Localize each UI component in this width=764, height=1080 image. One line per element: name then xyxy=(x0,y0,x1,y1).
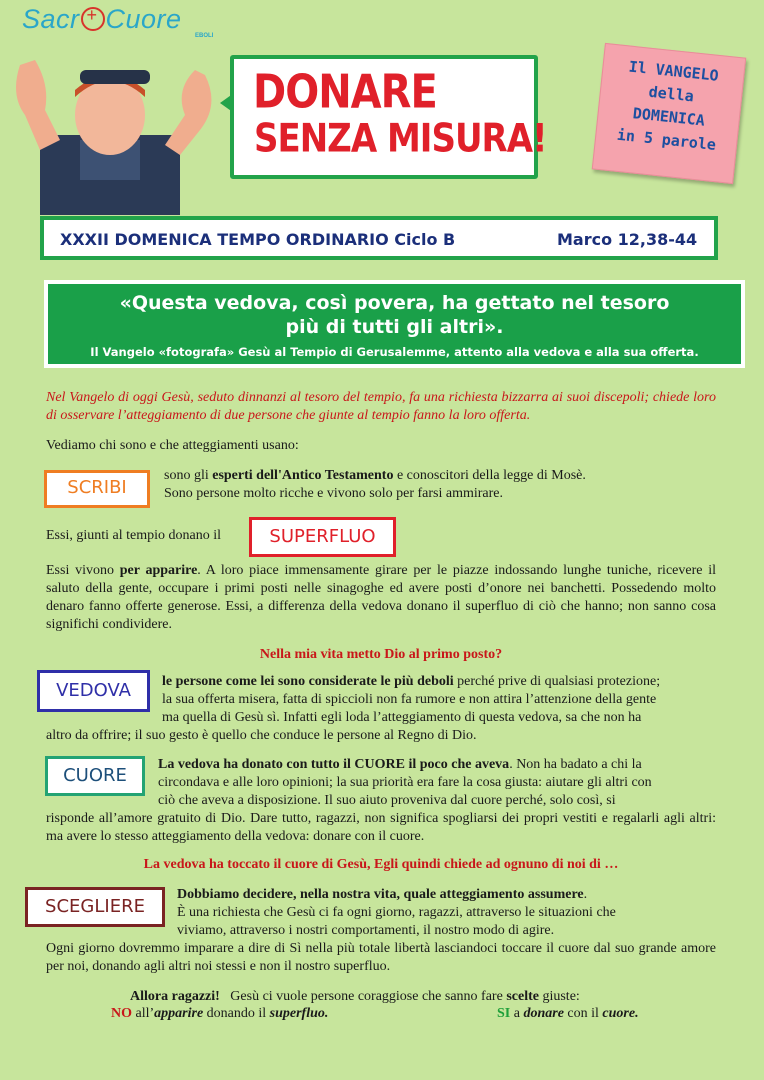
quote-subtitle: Il Vangelo «fotografa» Gesù al Tempio di Gerusalemme, attento alla vedova e alla sua offerta. xyxy=(90,345,699,359)
logo-text-cuore: Cuore xyxy=(105,4,182,34)
text: ma quella di Gesù sì. Infatti egli loda l’atteggiamento di questa vedova, sa che non ha xyxy=(162,710,642,725)
main-title-line1: DONARE xyxy=(253,66,437,119)
keyword-scribi: SCRIBI xyxy=(44,470,150,508)
text-bold: le persone come lei sono considerate le più deboli xyxy=(162,674,454,689)
cuore-text-2: risponde all’amore gratuito di Dio. Dare tutto, ragazzi, non significa spogliarsi dei propri vestiti e regalarli agli altri: ma avere lo stesso atteggiamento della vedova: donare con il cuore. xyxy=(46,811,716,844)
text: . xyxy=(583,887,588,902)
text-bold: La vedova ha donato con tutto il CUORE il poco che aveva xyxy=(158,757,510,772)
sticky-note-text xyxy=(596,53,745,159)
text: . Non ha badato a chi la xyxy=(509,757,642,772)
logo xyxy=(22,4,182,35)
intro-question: Vediamo chi sono e che atteggiamenti usano: xyxy=(46,438,299,453)
text-si: SI xyxy=(497,1006,511,1021)
text-no: NO xyxy=(111,1006,132,1021)
text: giuste: xyxy=(538,989,580,1004)
gospel-reference: Marco 12,38-44 xyxy=(557,230,698,249)
scegliere-text-2: Ogni giorno dovremmo imparare a dire di Sì nella più totale libertà lasciandoci toccare il cuore dal suo grande amore per noi, donando agli altri noi stessi e non il nostro superfluo. xyxy=(46,941,716,974)
keyword-cuore: CUORE xyxy=(45,756,145,796)
intro-paragraph: Nel Vangelo di oggi Gesù, seduto dinnanzi al tesoro del tempio, fa una richiesta bizzarra ai suoi discepoli; chiede loro di osservare l’atteggiamento di due persone che giunte al tempio fanno la loro offerta. xyxy=(46,390,716,423)
quote-line2: più di tutti gli altri». xyxy=(285,316,504,338)
main-title-line2: SENZA MISURA! xyxy=(254,116,547,162)
vedova-text-2: altro da offrire; il suo gesto è quello che conduce le persone al Regno di Dio. xyxy=(46,728,477,743)
text-bold: cuore. xyxy=(602,1006,639,1021)
logo-text-sacr: Sacr xyxy=(22,4,80,34)
vedova-text-1 xyxy=(162,673,717,727)
text: È una richiesta che Gesù ci fa ogni giorno, ragazzi, attraverso le situazioni che xyxy=(177,905,616,920)
text-bold: apparire xyxy=(154,1006,204,1021)
text-bold: donare xyxy=(523,1006,564,1021)
text: con il xyxy=(563,1006,603,1021)
cuore-text-1 xyxy=(158,756,717,810)
note-line: della xyxy=(647,82,695,106)
text-bold: superfluo. xyxy=(269,1006,329,1021)
keyword-vedova: VEDOVA xyxy=(37,670,150,712)
sunday-title: XXXII DOMENICA TEMPO ORDINARIO Ciclo B xyxy=(60,230,456,249)
boy-thumbs-up-illustration xyxy=(0,55,225,215)
text-bold: esperti dell'Antico Testamento xyxy=(212,468,394,483)
note-line: Il VANGELO xyxy=(627,57,720,85)
closing-line xyxy=(130,988,690,1006)
text-bold: scelte xyxy=(506,989,539,1004)
text: viviamo, attraverso i nostri comportamenti, il nostro modo di agire. xyxy=(177,923,555,938)
text-bold: Dobbiamo decidere, nella nostra vita, quale atteggiamento assumere xyxy=(177,887,584,902)
scribi-text xyxy=(164,467,724,503)
superfluo-paragraph xyxy=(46,562,716,634)
closing-no xyxy=(111,1005,411,1023)
heart-cross-icon xyxy=(81,7,105,31)
text: circondava e alle loro opinioni; la sua priorità era fare la cosa giusta: aiutare gli altri con xyxy=(158,775,652,790)
logo-subtitle: EBOLI xyxy=(195,33,214,39)
text-bold: per apparire xyxy=(119,563,198,578)
text: la sua offerta misera, fatta di spiccioli non fa rumore e non attira l’attenzione della gente xyxy=(162,692,657,707)
text: e conoscitori della legge di Mosè. xyxy=(393,468,586,483)
text: a xyxy=(510,1006,524,1021)
text: Gesù ci vuole persone coraggiose che sanno fare xyxy=(230,989,507,1004)
scegliere-text-1 xyxy=(177,886,717,940)
question-first-place: Nella mia vita metto Dio al primo posto? xyxy=(259,647,503,662)
text-bold: Allora ragazzi! xyxy=(130,989,220,1004)
text: all’ xyxy=(132,1006,155,1021)
text: ciò che aveva a disposizione. Il suo aiuto proveniva dal cuore perché, solo così, si xyxy=(158,793,616,808)
text: Sono persone molto ricche e vivono solo per farsi ammirare. xyxy=(164,486,504,501)
superfluo-lead: Essi, giunti al tempio donano il xyxy=(46,528,221,543)
note-line: in 5 parole xyxy=(616,125,717,154)
text: sono gli xyxy=(164,468,213,483)
question-heart: La vedova ha toccato il cuore di Gesù, Egli quindi chiede ad ognuno di noi di … xyxy=(143,857,619,872)
quote-line1: «Questa vedova, così povera, ha gettato nel tesoro xyxy=(119,292,670,314)
keyword-superfluo: SUPERFLUO xyxy=(249,517,396,557)
closing-si xyxy=(497,1005,717,1023)
text: . A loro piace immensamente girare per le piazze indossando lunghe tuniche, ricevere il saluto della gente, occupare i primi posti nelle sinagoghe ed avere posti d’onore nei banchetti. Possedendo molto denaro fanno offerte generose. Essi, a differenza della vedova donano il superfluo di ciò che hanno; non sanno cosa significhi condividere. xyxy=(46,563,716,632)
note-line: DOMENICA xyxy=(631,104,706,130)
text: perché prive di qualsiasi protezione; xyxy=(453,674,661,689)
keyword-scegliere: SCEGLIERE xyxy=(25,887,165,927)
text: Essi vivono xyxy=(46,563,120,578)
text: donando il xyxy=(203,1006,270,1021)
